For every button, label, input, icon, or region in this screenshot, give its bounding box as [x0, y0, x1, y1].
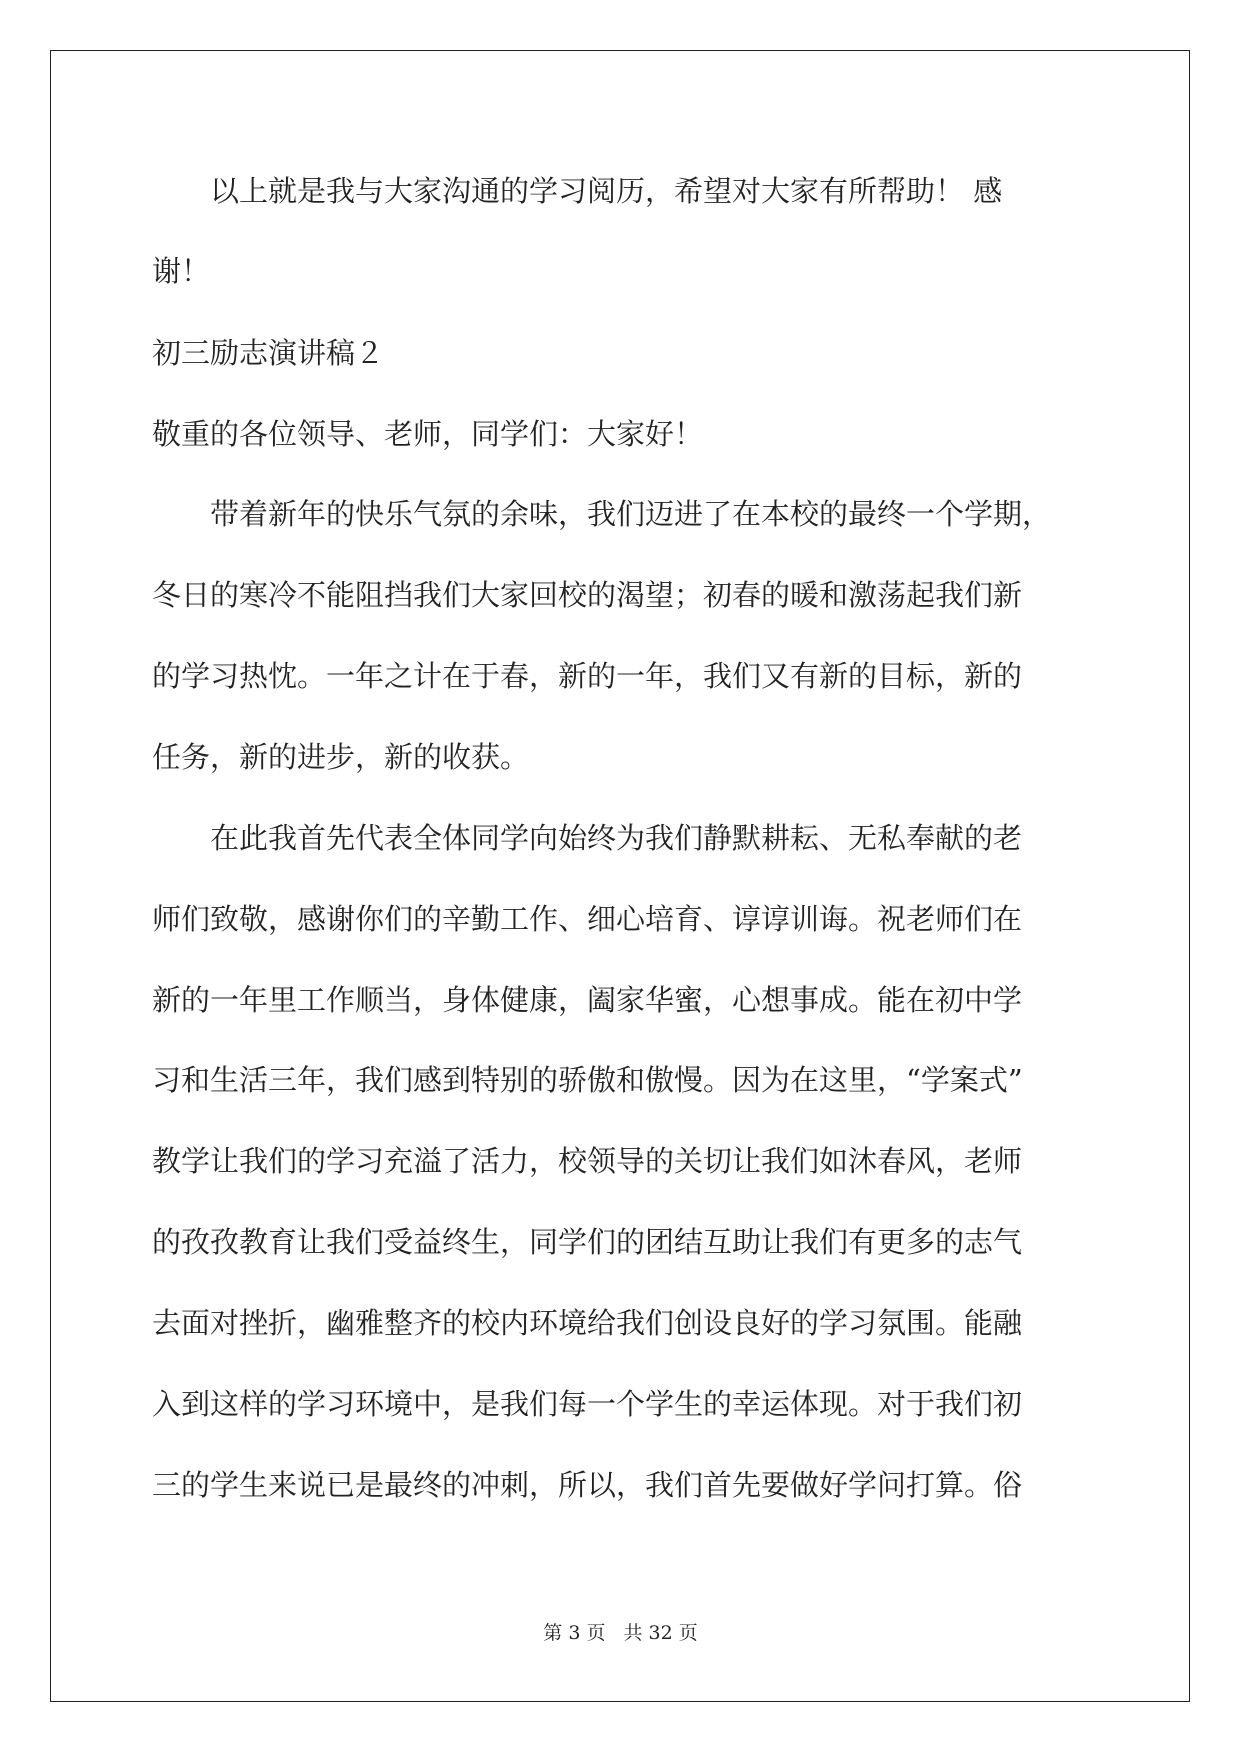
text-line: 的孜孜教育让我们受益终生，同学们的团结互助让我们有更多的志气: [152, 1225, 1023, 1259]
text-line: 师们致敬，感谢你们的辛勤工作、细心培育、谆谆训诲。祝老师们在: [152, 902, 1023, 936]
text-line: 去面对挫折，幽雅整齐的校内环境给我们创设良好的学习氛围。能融: [152, 1306, 1023, 1340]
page-total: 共 32 页: [623, 1622, 698, 1644]
text-line: 冬日的寒冷不能阻挡我们大家回校的渴望；初春的暖和激荡起我们新: [152, 578, 1023, 612]
text-line: 新的一年里工作顺当，身体健康，阖家华蜜，心想事成。能在初中学: [152, 983, 1023, 1017]
text-line: 入到这样的学习环境中，是我们每一个学生的幸运体现。对于我们初: [152, 1387, 1023, 1421]
section-title: 初三励志演讲稿２: [152, 336, 385, 370]
text-line: 谢！: [152, 254, 211, 288]
text-line: 任务，新的进步，新的收获。: [152, 740, 530, 774]
text-line: 在此我首先代表全体同学向始终为我们静默耕耘、无私奉献的老: [152, 821, 1023, 855]
text-line: 习和生活三年，我们感到特别的骄傲和傲慢。因为在这里，“学案式”: [152, 1063, 1023, 1097]
text-line: 三的学生来说已是最终的冲刺，所以，我们首先要做好学问打算。俗: [152, 1468, 1023, 1502]
salutation: 敬重的各位领导、老师，同学们：大家好！: [152, 417, 704, 451]
text-line: 的学习热忱。一年之计在于春，新的一年，我们又有新的目标，新的: [152, 659, 1023, 693]
page-border: [50, 50, 1190, 1702]
text-line: 教学让我们的学习充溢了活力，校领导的关切让我们如沐春风，老师: [152, 1144, 1023, 1178]
page-footer: [0, 1620, 1241, 1646]
page-number: 第 3 页: [543, 1622, 606, 1644]
text-line: 带着新年的快乐气氛的余味，我们迈进了在本校的最终一个学期，: [152, 497, 1052, 531]
text-line: 以上就是我与大家沟通的学习阅历，希望对大家有所帮助！ 感: [152, 174, 1003, 208]
